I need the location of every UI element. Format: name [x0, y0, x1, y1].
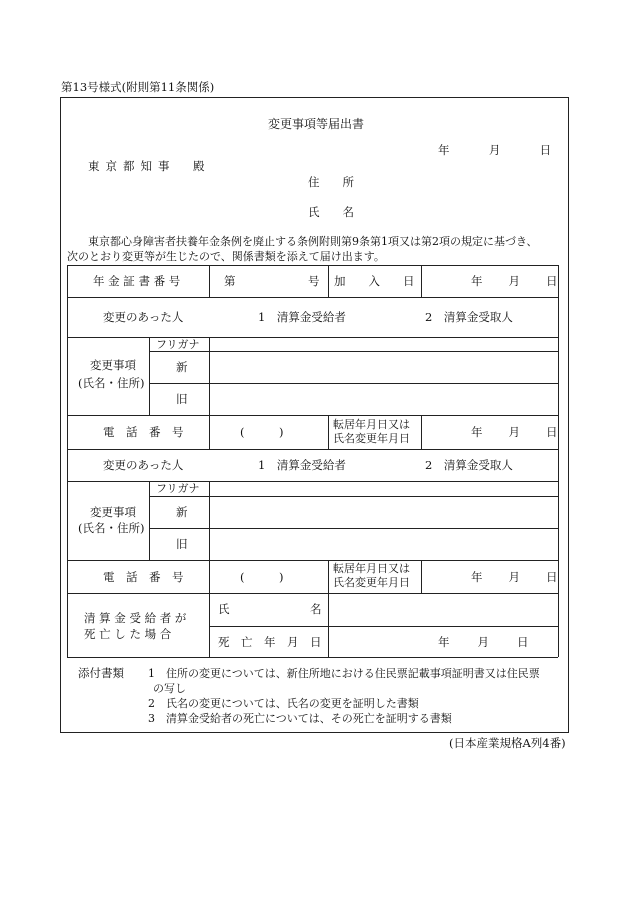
phone-label: 電 話 番 号 — [103, 425, 184, 439]
change-person-option-1: 1 清算金受給者 — [258, 458, 346, 472]
death-section-label-2: 死 亡 し た 場 合 — [84, 627, 172, 641]
applicant-address-label: 住 所 — [308, 175, 354, 189]
paper-size-note: (日本産業規格A列4番) — [449, 736, 566, 750]
moved-date-label-1: 転居年月日又は — [333, 418, 410, 431]
furigana-label: フリガナ — [156, 482, 200, 495]
pension-number-prefix: 第 — [224, 274, 236, 288]
pension-number-label: 年 金 証 書 番 号 — [93, 274, 181, 288]
death-name-label-b: 名 — [310, 602, 322, 616]
phone-label: 電 話 番 号 — [103, 570, 184, 584]
death-date-label: 死 亡 年 月 日 — [218, 635, 322, 649]
furigana-label: フリガナ — [156, 338, 200, 351]
attachment-item-3: 3 清算金受給者の死亡については、その死亡を証明する書類 — [148, 712, 452, 725]
change-items-sublabel: (氏名・住所) — [78, 376, 145, 390]
join-date-label: 加 入 日 — [334, 274, 415, 288]
attachments-label: 添付書類 — [78, 666, 124, 680]
phone-paren: ( ) — [240, 570, 284, 584]
pension-number-suffix: 号 — [308, 274, 320, 288]
year-label: 年 — [438, 143, 450, 157]
change-person-option-2: 2 清算金受取人 — [425, 458, 513, 472]
change-person-option-1: 1 清算金受給者 — [258, 310, 346, 324]
change-items-label: 変更事項 — [90, 505, 136, 519]
moved-date-label-1: 転居年月日又は — [333, 562, 410, 575]
attachment-item-1-cont: の写し — [153, 682, 186, 695]
death-date-value: 年 月 日 — [438, 635, 529, 649]
intro-text-line2: 次のとおり変更等が生じたので、関係書類を添えて届け出ます。 — [67, 250, 385, 263]
death-name-label-a: 氏 — [218, 602, 230, 616]
change-items-label: 変更事項 — [90, 358, 136, 372]
change-items-sublabel: (氏名・住所) — [78, 521, 145, 535]
change-person-option-2: 2 清算金受取人 — [425, 310, 513, 324]
death-section-label-1: 清 算 金 受 給 者 が — [84, 611, 187, 625]
moved-date-label-2: 氏名変更年月日 — [333, 432, 410, 445]
intro-text-line1: 東京都心身障害者扶養年金条例を廃止する条例附則第9条第1項又は第2項の規定に基づき、 — [88, 235, 538, 248]
moved-date-label-2: 氏名変更年月日 — [333, 576, 410, 589]
form-title: 変更事項等届出書 — [268, 117, 365, 131]
new-label: 新 — [176, 360, 188, 374]
change-person-label: 変更のあった人 — [103, 310, 184, 324]
moved-date-value: 年 月 日 — [471, 570, 558, 584]
submission-date — [438, 145, 551, 157]
day-label: 日 — [539, 143, 552, 157]
attachment-item-1: 1 住所の変更については、新住所地における住民票記載事項証明書又は住民票 — [148, 667, 540, 680]
old-label: 旧 — [176, 537, 188, 551]
new-label: 新 — [176, 505, 188, 519]
moved-date-value: 年 月 日 — [471, 425, 558, 439]
attachment-item-2: 2 氏名の変更については、氏名の変更を証明した書類 — [148, 697, 419, 710]
old-label: 旧 — [176, 392, 188, 406]
change-person-label: 変更のあった人 — [103, 458, 184, 472]
addressee-suffix: 殿 — [193, 159, 205, 173]
applicant-name-label: 氏 名 — [308, 205, 354, 219]
addressee: 東京都知事 — [88, 159, 176, 173]
phone-paren: ( ) — [240, 425, 284, 439]
form-number: 第13号様式(附則第11条関係) — [61, 80, 215, 94]
month-label: 月 — [488, 143, 501, 157]
join-date-value: 年 月 日 — [471, 274, 558, 288]
